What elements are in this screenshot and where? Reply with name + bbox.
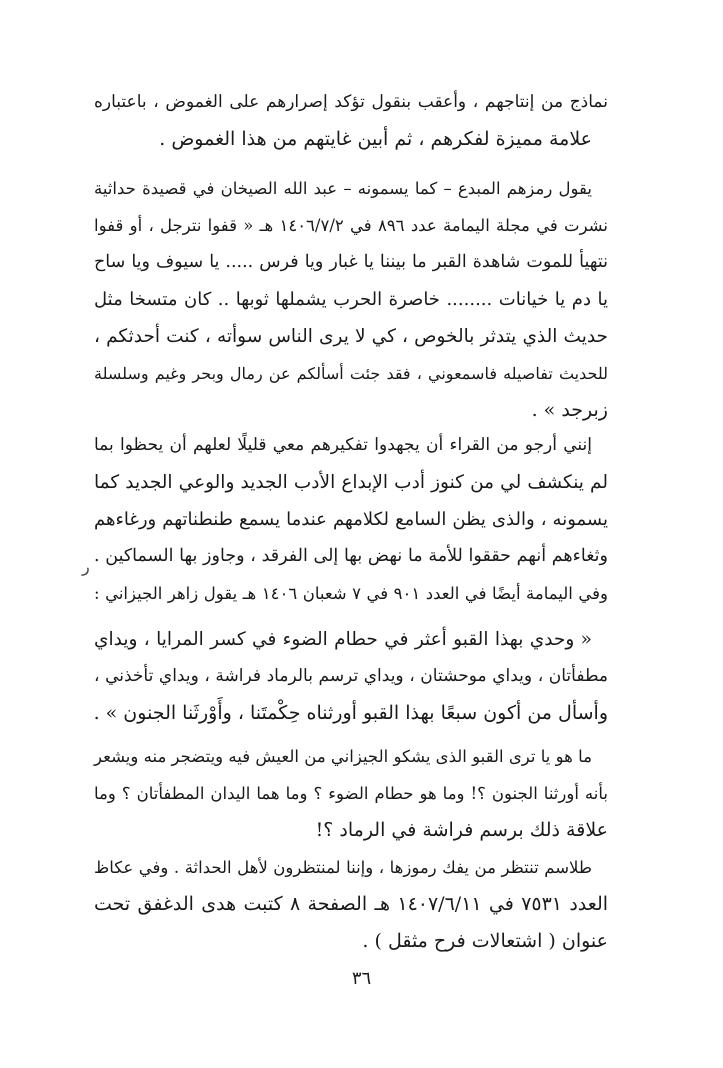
paragraph-3 [94,427,608,612]
paragraph-line: زبرجد » . [531,399,608,421]
paragraph-line: وثغاءهم أنهم حققوا للأمة ما نهض بها إلى الفرقد ، وجاوز بها السماكين . [94,546,608,566]
quotation-paragraph [94,621,608,732]
paragraph-5 [94,738,608,849]
paragraph-line: طلاسم تنتظر من يفك رموزها ، وإننا لمنتظرون لأهل الحداثة . وفي عكاظ [94,858,592,877]
paragraph-line: نماذج من إنتاجهم ، وأعقب بنقول تؤكد إصرارهم على الغموض ، باعتباره [94,92,608,112]
paragraph-line: وأسأل من أكون سبعًا بهذا القبو أورثناه حِكْمتَنا ، وأَوْرثَنا الجنون » . [93,702,608,724]
paragraph-line: نشرت في مجلة اليمامة عدد ٨٩٦ في ١٤٠٦/٧/٢ هـ « قفوا نترجل ، أو قفوا [94,216,608,235]
paragraph-line: لم ينكشف لي من كنوز أدب الإبداع الأدب الجديد والوعي الجديد كما [94,472,608,493]
paragraph-line: ما هو يا ترى القبو الذى يشكو الجيزاني من العيش فيه ويتضجر منه ويشعر [94,747,592,766]
paragraph-6 [94,849,608,960]
paragraph-line: للحديث تفاصيله فاسمعوني ، فقد جئت أسألكم عن رمال وبحر وغيم وسلسلة [94,364,608,383]
paragraph-line: إنني أرجو من القراء أن يجهدوا تفكيرهم معي قليلًا لعلهم أن يحظوا بما [94,435,592,455]
paragraph-2 [94,170,608,429]
paragraph-line: يقول رمزهم المبدع – كما يسمونه – عبد الله الصيخان في قصيدة حداثية [94,179,592,198]
paragraph-line: عنوان ( اشتعالات فرح مثقل ) . [362,930,608,952]
paragraph-line: حديث الذي يتدثر بالخوص ، كي لا يرى الناس سوأته ، كنت أحدثكم ، [94,326,608,347]
paragraph-line: علاقة ذلك برسم فراشة في الرماد ؟! [315,819,608,841]
paragraph-line: يسمونه ، والذى يظن السامع لكلامهم عندما يسمع طنطناتهم ورغاءهم [94,509,608,530]
page-number: ٣٦ [351,968,372,989]
paragraph-line: بأنه أورثنا الجنون ؟! وما هو حطام الضوء ؟ وما هما اليدان المطفأتان ؟ وما [94,784,608,803]
paragraph-line: نتهيأ للموت شاهدة القبر ما بيننا يا غبار ويا فرس ..... يا سيوف ويا ساح [94,252,608,272]
paragraph-line: وفي اليمامة أيضًا في العدد ٩٠١ في ٧ شعبان ١٤٠٦ هـ يقول زاهر الجيزاني : [94,584,608,603]
paragraph-line: يا دم يا خيانات ........ خاصرة الحرب يشملها ثوبها .. كان متسخا مثل [94,289,608,310]
paragraph-line: مطفأتان ، ويداي موحشتان ، ويداي ترسم بالرماد فراشة ، ويداي تأخذني ، [94,666,608,686]
margin-annotation: ر [82,557,90,576]
paragraph-1 [94,84,608,158]
paragraph-line: « وحدي بهذا القبو أعثر في حطام الضوء في كسر المرايا ، ويداي [94,629,592,650]
paragraph-line: العدد ٧٥٣١ في ١٤٠٧/٦/١١ هـ الصفحة ٨ كتبت هدى الدغفق تحت [94,893,609,915]
paragraph-line: علامة مميزة لفكرهم ، ثم أبين غايتهم من هذا الغموض . [159,128,592,150]
